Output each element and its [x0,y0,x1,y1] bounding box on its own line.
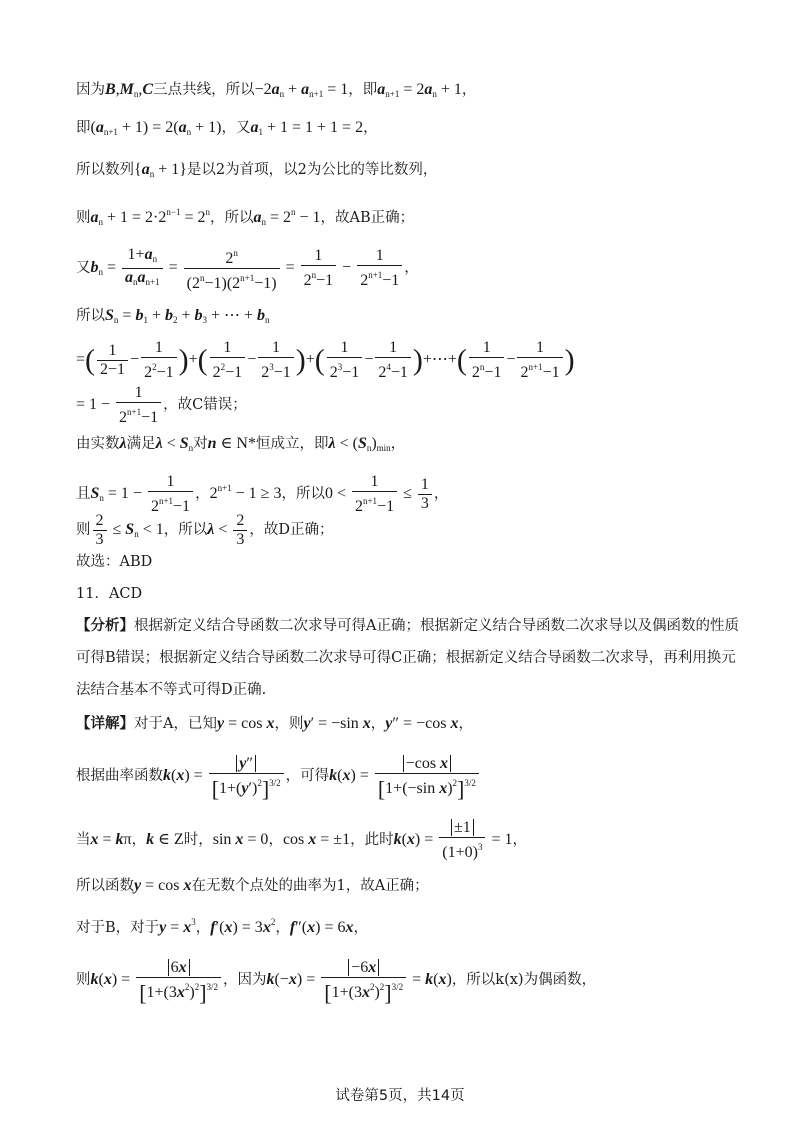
math: λ < $\frac{2}{3}$ [207,521,249,538]
text-line [76,510,760,550]
text-line [76,616,760,636]
math: k(−x) = $\frac{-6x}{[1+(3x^2)^2]^{3/2}}$ = k(x) [266,958,452,1005]
page-footer: 试卷第5页，共14页 [335,1088,465,1104]
text-line [76,202,760,232]
text-line [76,584,760,604]
text: 即 [76,120,91,136]
math: k(x) = $\frac{6x}{[1+(3x^2)^2]^{3/2}}$ [91,971,224,988]
question-number: 11．ACD [76,586,143,602]
math: k ∈ Z [146,831,184,848]
math: cos x = ±1 [282,831,351,848]
text: 因为 [76,82,105,98]
math: sin x = 0 [212,831,269,848]
math: $2^{n+1} - 1 \ge 3$ [209,483,282,502]
text: 可得B错误；根据新定义结合导函数二次求导可得C正确；根据新定义结合导函数二次求导，再利用换元 [76,650,736,666]
math: $\lambda < S_n$ [155,435,194,453]
text-line [76,384,760,424]
text: ，又 [221,120,251,136]
text: ，故D正确； [249,522,334,538]
text: ，所以 [281,486,325,502]
math: $B,M_n,C$ [105,81,154,99]
text: 根据曲率函数 [76,768,163,784]
math: k(x) = $\frac{y''}{[1+(y')^2]^{3/2}}$ [163,767,286,784]
text-line: 由实数λ满足$\lambda < S_n$对n ∈ N*恒成立，即$\lambda < (S_n)_{min}$， [76,435,406,453]
math: $\lambda < (S_n)_{min}$ [328,435,391,453]
text-line: 因为$B,M_n,C$三点共线，所以$-2a_n + a_{n+1} = 1$，即$a_{n+1} = 2a_n + 1$， [76,81,477,99]
text-line [76,160,760,184]
text-line: 对于B，对于$y = x^3$，$f'(x) = 3x^2$，f″(x) = 6x， [76,917,368,936]
text: 又 [76,260,91,277]
text: 恒成立，即 [255,436,329,452]
text: 则 [76,210,91,226]
math: $y = x^3$ [159,917,196,936]
math: $a_1 + 1 = 1 + 1 = 2$ [250,119,364,137]
math: $a_n = 2^n - 1$ [253,207,321,227]
math: $S_n = 1$ − $\frac{1}{2^{n+1}-1}$ [91,485,196,502]
text-line [76,680,760,700]
math: y = cos x [134,877,192,894]
math: y″ = −cos x [385,715,459,732]
text-line [76,876,760,896]
text: ，因为 [223,972,267,988]
math: = 1 − $\frac{1}{2^{n+1}-1}$ [76,396,163,413]
text-line: 【详解】对于A，已知y = cos x，则y′ = −sin x，y″ = −cos x， [76,715,473,732]
text: 由实数 [76,436,120,452]
text-line: 且$S_n = 1$ − $\frac{1}{2^{n+1}-1}$ ，$2^{n+1} - 1 \ge 3$，所以0 < $\frac{1}{2^{n+1}-1}$ ≤ $\frac{1}{3}$ ， [76,472,449,515]
text: ，故C错误； [163,397,247,414]
text-line [76,552,760,572]
text: 所以 [76,308,105,324]
math: $a_n + 1 = 2\cdot 2^{n-1} = 2^n$ [90,207,210,227]
text: ，即 [348,82,378,98]
text: ，可得 [285,768,330,784]
text: 在无数个点处的曲率为1，故A正确； [191,878,429,894]
text: 当 [76,832,91,848]
math: $S_n = b_1 + b_2 + b_3$ + ⋯ + $b_n$ [105,307,270,325]
math: y = cos x [216,715,275,732]
text: 对 [193,436,208,452]
math: k(x) = $\frac{\text{−cos x}}{[1+(-\sin x)^2]^{3/2}}$ [329,767,481,784]
text: 对于B，对于 [76,920,160,936]
text: ，此时 [350,832,394,848]
math: $f'(x) = 3x^2$ [210,917,276,936]
text: ，所以 [209,210,254,226]
math: $\frac{2}{3}$ ≤ $S_n < 1$ [91,521,164,538]
text-line [76,306,760,330]
math: $-2a_n + a_{n+1} = 1$ [254,81,349,99]
text: 是以2为首项，以2为公比的等比数列， [186,162,438,178]
math: =( $\frac{1}{2-1}$ − $\frac{1}{2^2-1}$ )+( $\frac{1}{2^2-1}$ − $\frac{1}{2^3-1}$ )+( $\frac{1}{2^3-1}$ − $\frac{1}{2^4-1}$ )+⋯+( $\frac{1}{2^n-1}$ − $\frac{1}{2^{n+1}-1}$ ) [76,338,575,381]
text-line: 又$b_n$ = $\frac{1+a_n}{a_na_{n+1}}$ = $\frac{2^n}{(2^n-1)(2^{n+1}-1)}$ = $\frac{1}{2^n-1}$ − $\frac{1}{2^{n+1}-1}$ ， [76,246,419,292]
text: 则 [76,972,91,988]
answer-line: 故选：ABD [76,554,153,570]
math: x = kπ [90,831,132,848]
section-tag: 【详解】 [76,715,134,732]
text-line: 当x = kπ，k ∈ Z时，sin x = 0，cos x = ±1，此时k(x) = $\frac{\pm 1}{(1+0)^3}$ = 1， [76,818,527,861]
text: 时， [183,832,213,848]
text-line [76,748,760,804]
text: 且 [76,486,91,502]
math: $(a_{n+1} + 1) = 2(a_n + 1)$ [90,119,222,137]
math: λ [119,435,127,452]
math: $b_n$ = $\frac{1+a_n}{a_na_{n+1}}$ = $\frac{2^n}{(2^n-1)(2^{n+1}-1)}$ = $\frac{1}{2^n-1}$ − $\frac{1}{2^{n+1}-1}$ [91,259,405,276]
math: 0 < $\frac{1}{2^{n+1}-1}$ ≤ $\frac{1}{3}$ [325,485,434,502]
math: y′ = −sin x [303,715,371,732]
text: 对于A，已知 [134,716,217,732]
text: 所以数列 [76,162,134,178]
text: 三点共线，所以 [153,82,255,98]
math: n ∈ N* [207,435,256,452]
text-line [76,338,760,382]
math: k(x) = $\frac{\pm 1}{(1+0)^3}$ = 1 [393,818,513,861]
text: ，则 [274,716,304,732]
text-line [76,648,760,668]
section-tag: 【分析】 [76,617,134,634]
text-line [76,950,760,1010]
text: 法结合基本不等式可得D正确. [76,682,267,698]
math: f″(x) = 6x [289,919,354,936]
math: $\{a_n + 1\}$ [134,161,187,179]
text: 满足 [126,436,156,452]
math: $a_{n+1} = 2a_n + 1$ [377,81,462,99]
text: ，所以 [163,522,208,538]
text: 根据新定义结合导函数二次求导可得A正确；根据新定义结合导函数二次求导以及偶函数的性质 [134,618,739,634]
text: 所以函数 [76,878,134,894]
text: ，所以k(x)为偶函数， [451,972,597,988]
text: ，故AB正确； [320,210,415,226]
text-line: 即$(a_{n+1} + 1) = 2(a_n + 1)$，又$a_1 + 1 = 1 + 1 = 2$， [76,119,378,137]
text: 则 [76,522,91,538]
